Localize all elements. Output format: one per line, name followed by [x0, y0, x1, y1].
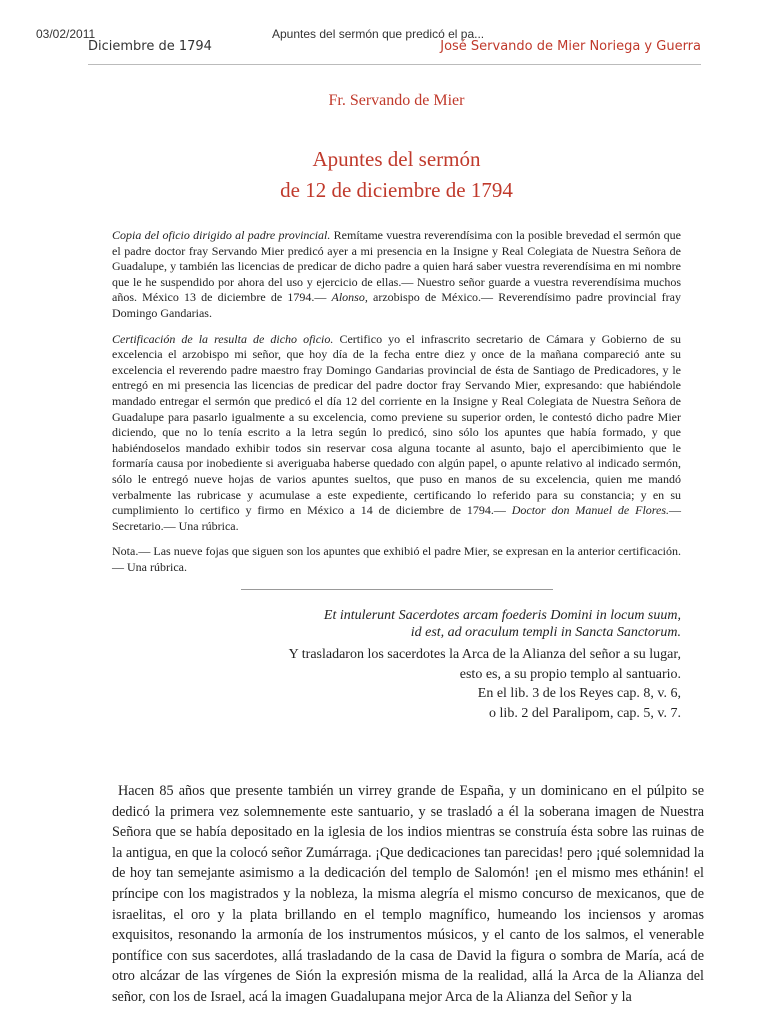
epigraph-spanish: [232, 645, 681, 723]
epigraph-latin: [232, 608, 681, 641]
epigraph-reference-line-1: En el lib. 3 de los Reyes cap. 8, v. 6,: [477, 686, 681, 702]
header-rule: [88, 64, 701, 65]
certificacion-text-a: Certifico yo el infrascrito secretario de Cámara y Gobierno de su excelencia el arzobispo mi señor, que hoy día de la fecha entre diez y once de la mañana compareció ante su excelencia el reverendo padre maestro fray Domingo Gandarias provincial de ésta de Santiago de Predicadores, y le entregó en mi presencia las licencias de predicar del padre doctor fray Servando Mier, expresando: que habiéndole mandado entregar el sermón que predicó el día 12 del corriente en la Insigne y Real Colegiata de Nuestra Señora de Guadalupe para pasarlo igualmente a su excelencia, como previene su superior orden, le contestó dicho padre Mier diciendo, que no lo tenía escrito a la letra según lo predicó, sino sólo los apuntes que había formado, y que habiéndoselos mandado exhibir todos sin reservar cosa alguna tocante al asunto, bajo el apercibimiento que le formaría causa por inobediente si averiguaba haberse quedado con algún papel, o apunte relativo al indicado sermón, sólo le entregó nueve hojas de varios apuntes sueltos, que puso en manos de su excelencia, quien me mandó verbalmente las rubricase y acumulase a este expediente, certificando lo referido para su constancia; y en su cumplimiento lo certifico y firmo en México a 14 de diciembre de 1794.—: [112, 331, 682, 518]
certificacion-text-b: — Secretario.— Una rúbrica.: [112, 503, 681, 533]
epigraph-spanish-line-2: esto es, a su propio templo al santuario.: [459, 666, 681, 682]
document-title: [112, 144, 681, 206]
certificacion-lead: Certificación de la resulta de dicho oficio.: [112, 331, 334, 346]
epigraph-latin-line-2: id est, ad oraculum templi in Sancta Sanctorum.: [410, 624, 681, 640]
document-author: Fr. Servando de Mier: [328, 92, 465, 109]
oficio-text-b: arzobispo de México.— Reverendísimo padre provincial fray Domingo Gandarias.: [112, 290, 681, 320]
oficio-paragraph: [112, 228, 681, 322]
print-header: [0, 0, 768, 70]
certificacion-signer: Doctor don Manuel de Flores.: [511, 503, 669, 518]
oficio-text-a: Remítame vuestra reverendísima con la posible brevedad el sermón que el padre doctor fray Servando Mier predicó ayer a mi presencia en la Insigne y Real Colegiata de Nuestra Señora de Guadalupe, y también las licencias de predicar de dicho padre a quien hará saber vuestra reverendísima en mi nombre que le he suspendido por ahora del uso y ejercicio de ellas.— Nuestro señor guarde a vuestra reverendísima muchos años. México 13 de diciembre de 1794.—: [112, 228, 681, 305]
title-line-2: de 12 de diciembre de 1794: [280, 178, 513, 202]
epigraph-spanish-line-1: Y trasladaron los sacerdotes la Arca de la Alianza del señor a su lugar,: [288, 647, 681, 663]
header-author-link[interactable]: José Servando de Mier Noriega y Guerra: [440, 39, 701, 54]
oficio-signer: Alonso,: [331, 290, 368, 305]
sermon-body: Hacen 85 años que presente también un virrey grande de España, y un dominicano en el púlpito se dedicó la primera vez solemnemente este santuario, y se trasladó a él la soberana imagen de Nuestra Señora que se había depositado en la iglesia de los indios mientras se construía ésta sobre las ruinas de la antigua, en que la colocó señor Zumárraga. ¡Que dedicaciones tan parecidas! pero ¡qué solemnidad la de hoy tan semejante asimismo a la dedicación del templo de Salomón! ¡en el mismo mes ethánin! el príncipe con los magistrados y la nobleza, la misma alegría el mismo concurso de mexicanos, que de israelitas, el oro y la plata brillando en el templo magnífico, humeando los inciensos y aromas exquisitos, resonando la armonía de los instrumentos músicos, y el canto de los salmos, el venerable pontífice con sus sacerdotes, allá trasladando de la casa de David la figura o sombra de María, acá de otro alcázar de las vírgenes de Sión la expresión misma de la realidad, allá la Arca de la Alianza del señor, con los de Israel, acá la imagen Guadalupana mejor Arca de la Alianza del Señor y la: [112, 783, 704, 1005]
oficio-lead: Copia del oficio dirigido al padre provincial.: [112, 228, 331, 242]
header-date-label: Diciembre de 1794: [88, 39, 212, 54]
epigraph: [232, 608, 681, 723]
epigraph-reference-line-2: o lib. 2 del Paralipom, cap. 5, v. 7.: [489, 705, 681, 721]
print-doc-title: Apuntes del sermón que predicó el pa...: [272, 27, 485, 41]
print-date: 03/02/2011: [36, 27, 96, 41]
certificacion-paragraph: [112, 332, 681, 535]
section-divider: [241, 589, 553, 590]
nota-paragraph: Nota.— Las nueve fojas que siguen son los apuntes que exhibió el padre Mier, se expresan en la anterior certificación.— Una rúbrica.: [112, 544, 681, 574]
epigraph-latin-line-1: Et intulerunt Sacerdotes arcam foederis Domini in locum suum,: [323, 608, 681, 624]
document-content: [112, 92, 681, 723]
title-line-1: Apuntes del sermón: [312, 147, 481, 171]
